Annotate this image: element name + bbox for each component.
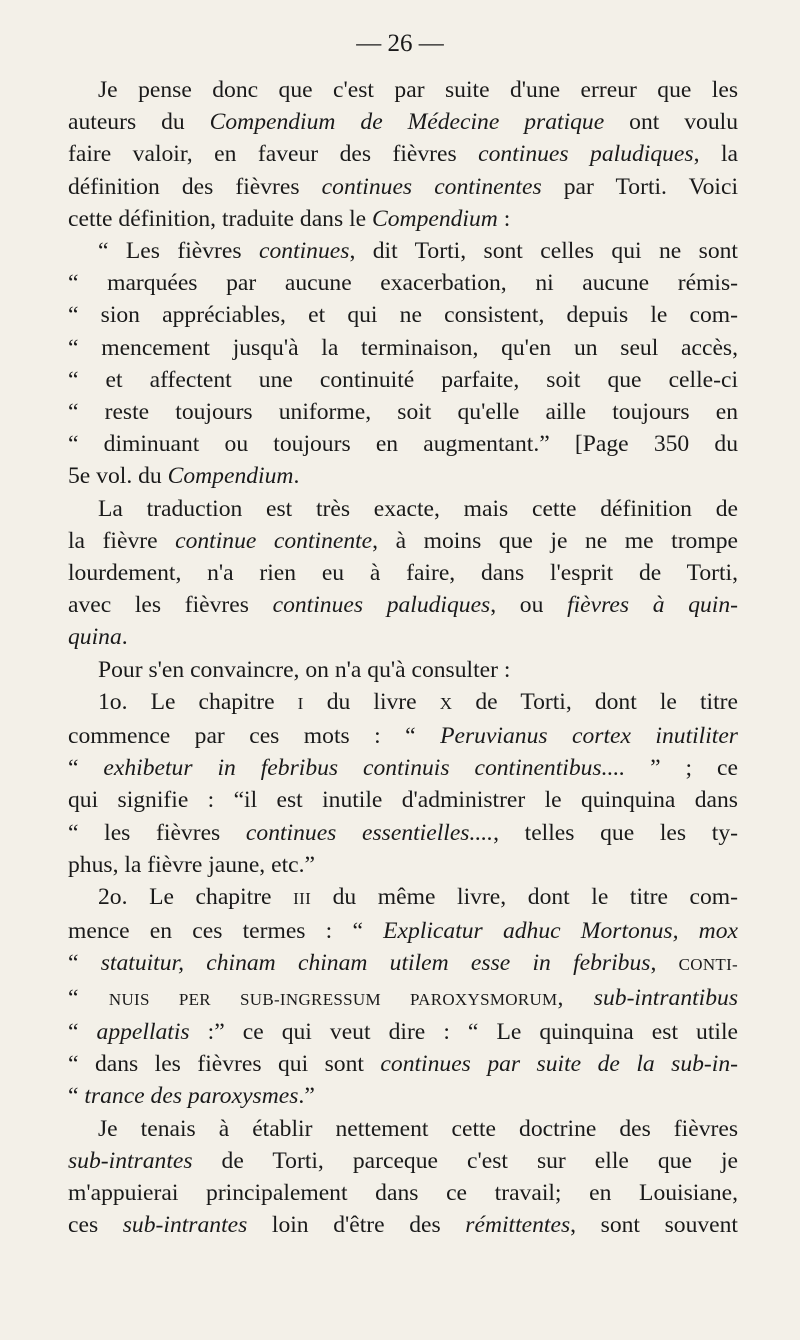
text-segment: “ mencement jusqu'à la terminaison, qu'en un seul accès, <box>68 334 738 361</box>
italic-text: sub-intrantes <box>122 1212 248 1239</box>
text-line <box>68 686 738 720</box>
text-segment: loin d'être des <box>247 1212 466 1239</box>
text-segment: ont voulu <box>604 109 738 136</box>
text-segment: faire valoir, en faveur des fièvres <box>68 141 479 168</box>
text-line <box>68 525 738 557</box>
italic-text: continues paludiques <box>272 592 491 619</box>
text-line <box>68 1080 738 1112</box>
text-segment: par Torti. Voici <box>541 173 738 200</box>
text-line <box>68 493 738 525</box>
text-segment: de Torti, parceque c'est sur elle que je <box>192 1147 738 1174</box>
text-segment: CONTI- <box>678 955 739 975</box>
text-segment: du livre <box>303 688 440 715</box>
text-line <box>68 621 738 653</box>
text-line <box>68 106 738 138</box>
text-line <box>68 915 738 947</box>
text-segment: , la <box>693 141 738 168</box>
italic-text: continues paludiques <box>478 141 694 168</box>
text-segment: mence en ces termes : “ <box>68 918 384 945</box>
text-segment: de Torti, dont le titre <box>452 688 738 715</box>
text-segment: ces <box>68 1212 123 1239</box>
italic-text: statuitur, chinam chinam utilem esse in febribus <box>100 950 651 977</box>
text-segment: avec les fièvres <box>68 592 273 619</box>
text-line <box>68 1113 738 1145</box>
italic-text: exhibetur in febribus continuis continentibus.... <box>103 755 626 782</box>
text-segment: “ <box>68 1083 85 1110</box>
text-segment: auteurs du <box>68 109 210 136</box>
italic-text: continues <box>259 238 350 265</box>
text-segment: , <box>557 984 594 1011</box>
text-segment: “ dans les fièvres qui sont <box>68 1051 381 1078</box>
text-segment: du même livre, dont le titre com- <box>311 884 738 911</box>
text-segment: “ Les fièvres <box>98 238 259 265</box>
text-line <box>68 881 738 915</box>
text-segment: “ <box>68 984 109 1011</box>
page-number: — 26 — <box>356 30 444 57</box>
text-segment: :” ce qui veut dire : “ Le quinquina est utile <box>189 1018 738 1045</box>
text-segment: , sont souvent <box>570 1212 738 1239</box>
text-segment: “ et affectent une continuité parfaite, soit que celle-ci <box>68 366 738 393</box>
italic-text: Peruvianus cortex inutiliter <box>440 723 738 750</box>
text-segment: “ sion appréciables, et qui ne consistent, depuis le com- <box>68 302 738 329</box>
text-line <box>68 1016 738 1048</box>
text-line <box>68 982 738 1016</box>
italic-text: Explicatur adhuc Mortonus, mox <box>383 918 738 945</box>
text-line <box>68 654 738 686</box>
text-segment: ” ; ce <box>625 755 738 782</box>
text-line <box>68 235 738 267</box>
text-segment: “ <box>68 755 104 782</box>
text-segment: 2o. Le chapitre <box>98 884 294 911</box>
italic-text: sub-intrantes <box>68 1147 193 1174</box>
text-segment: définition des fièvres <box>68 173 322 200</box>
text-line <box>68 784 738 816</box>
text-line <box>68 460 738 492</box>
text-segment: , ou <box>490 592 568 619</box>
text-line <box>68 299 738 331</box>
text-line <box>68 849 738 881</box>
text-segment: III <box>293 889 312 909</box>
text-line <box>68 74 738 106</box>
italic-text: continues par suite de la sub-in- <box>380 1051 738 1078</box>
italic-text: Compendium <box>167 463 294 490</box>
text-line <box>68 428 738 460</box>
italic-text: Compendium <box>372 205 498 232</box>
text-segment: , dit Torti, sont celles qui ne sont <box>349 238 738 265</box>
text-line <box>68 817 738 849</box>
text-line <box>68 720 738 752</box>
text-segment: 5e vol. du <box>68 463 168 490</box>
italic-text: appellatis <box>96 1018 190 1045</box>
text-line <box>68 332 738 364</box>
text-segment: la fièvre <box>68 527 176 554</box>
text-segment: Je pense donc que c'est par suite d'une erreur que les <box>98 77 738 103</box>
text-line <box>68 1209 738 1241</box>
text-segment: I <box>297 693 304 713</box>
text-line <box>68 1145 738 1177</box>
text-line <box>68 752 738 784</box>
text-line <box>68 364 738 396</box>
text-line <box>68 557 738 589</box>
text-segment: “ <box>68 1018 97 1045</box>
body-text <box>68 74 738 1241</box>
text-segment: “ <box>68 950 101 977</box>
italic-text: continue continente <box>175 527 373 554</box>
text-segment: cette définition, traduite dans le <box>68 205 372 232</box>
text-line <box>68 1177 738 1209</box>
italic-text: sub-intrantibus <box>593 984 738 1011</box>
text-segment: “ les fièvres <box>68 819 246 846</box>
text-segment: phus, la fièvre jaune, etc.” <box>68 851 315 878</box>
text-segment: Pour s'en convaincre, on n'a qu'à consulter : <box>98 656 511 683</box>
italic-text: fièvres à quin- <box>567 592 738 619</box>
text-segment: X <box>439 693 453 713</box>
text-segment: qui signifie : “il est inutile d'administrer le quinquina dans <box>68 787 738 814</box>
text-line <box>68 171 738 203</box>
text-segment: 1o. Le chapitre <box>98 688 298 715</box>
text-segment: : <box>497 205 511 232</box>
text-segment: , telles que les ty- <box>493 819 738 846</box>
text-segment: commence par ces mots : “ <box>68 723 441 750</box>
italic-text: quina <box>68 624 122 651</box>
text-segment: “ diminuant ou toujours en augmentant.” [Page 350 du <box>68 431 738 458</box>
text-segment: , <box>650 950 679 977</box>
text-segment: La traduction est très exacte, mais cette définition de <box>98 495 738 522</box>
text-segment: lourdement, n'a rien eu à faire, dans l'esprit de Torti, <box>68 560 738 587</box>
text-segment: “ reste toujours uniforme, soit qu'elle aille toujours en <box>68 399 738 426</box>
text-line <box>68 267 738 299</box>
text-segment: .” <box>298 1083 315 1110</box>
italic-text: continues continentes <box>321 173 542 200</box>
italic-text: continues essentielles.... <box>245 819 494 846</box>
text-line <box>68 138 738 170</box>
text-line <box>68 1048 738 1080</box>
text-segment: . <box>293 463 300 490</box>
italic-text: trance des paroxysmes <box>84 1083 299 1110</box>
text-line <box>68 203 738 235</box>
text-line <box>68 396 738 428</box>
italic-text: rémittentes <box>465 1212 571 1239</box>
text-line <box>68 947 738 981</box>
text-segment: . <box>121 624 128 651</box>
text-segment: , à moins que je ne me trompe <box>372 527 738 554</box>
text-segment: m'appuierai principalement dans ce travail; en Louisiane, <box>68 1179 738 1206</box>
text-segment: Je tenais à établir nettement cette doctrine des fièvres <box>98 1115 738 1142</box>
italic-text: Compendium de Médecine pratique <box>209 109 605 136</box>
text-line <box>68 589 738 621</box>
text-segment: “ marquées par aucune exacerbation, ni aucune rémis- <box>68 270 738 297</box>
text-segment: NUIS PER SUB-INGRESSUM PAROXYSMORUM <box>108 989 558 1009</box>
